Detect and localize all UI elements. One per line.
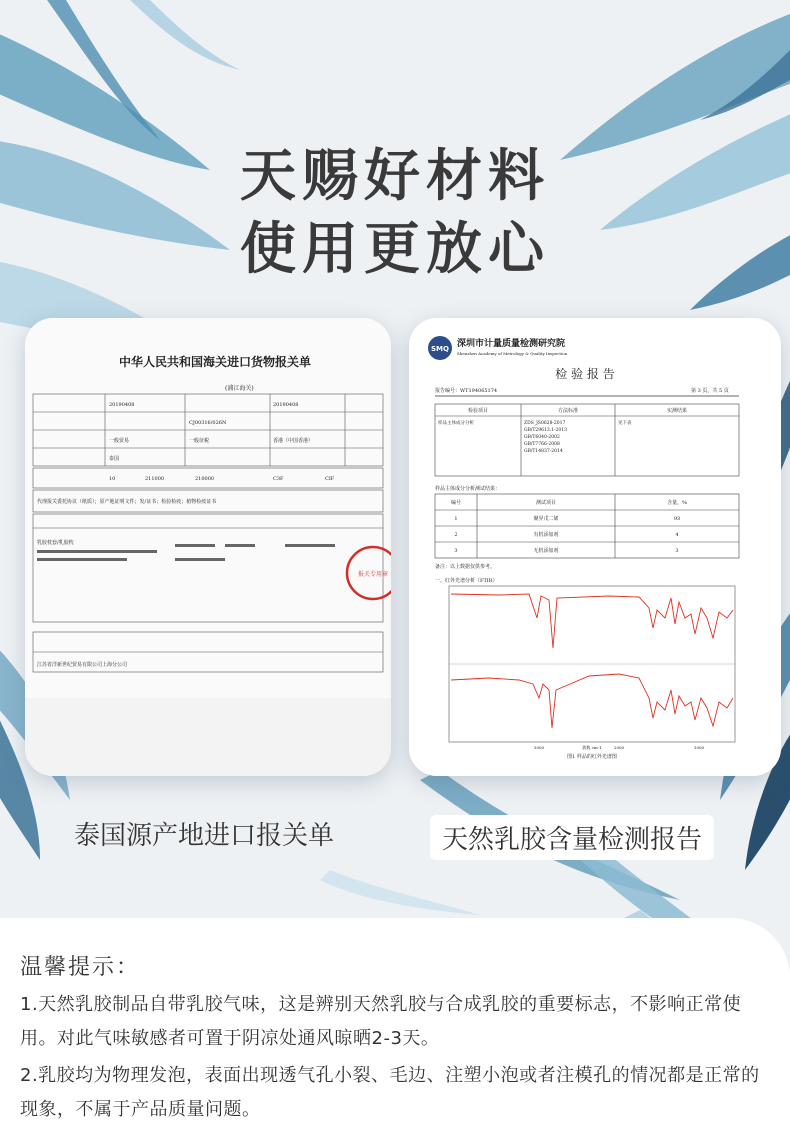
svg-text:备注：以上数据仅供参考。: 备注：以上数据仅供参考。 [435, 564, 496, 570]
svg-text:有机添加剂: 有机添加剂 [533, 532, 559, 538]
svg-text:1: 1 [454, 516, 458, 522]
svg-text:ZDS_JS0628-2017: ZDS_JS0628-2017 [524, 421, 566, 426]
svg-text:CIF: CIF [325, 476, 335, 482]
svg-text:93: 93 [673, 516, 681, 522]
svg-text:GB/T14837-2014: GB/T14837-2014 [524, 449, 563, 454]
svg-text:检验项目: 检验项目 [467, 408, 489, 414]
svg-text:10: 10 [109, 476, 116, 482]
svg-text:实测结果: 实测结果 [666, 408, 688, 414]
svg-text:样品主体成分分析测试结果：: 样品主体成分分析测试结果： [435, 486, 501, 492]
svg-text:20190408: 20190408 [109, 402, 135, 408]
svg-text:4: 4 [675, 532, 679, 538]
svg-text:代理报关委托协议（纸质）；原产地证明文件；发/证书；检验检疫: 代理报关委托协议（纸质）；原产地证明文件；发/证书；检验检疫；植物检疫证书 [37, 499, 217, 505]
tip-item-1: 1.天然乳胶制品自带乳胶气味，这是辨别天然乳胶与合成乳胶的重要标志，不影响正常使用。对此气味敏感者可置于阴凉处通风晾晒2-3天。 [20, 994, 742, 1049]
ftir-spectrum-chart [449, 586, 735, 750]
svg-text:2: 2 [454, 532, 458, 538]
lab-org-name-en: Shenzhen Academy of Metrology & Quality Inspection [457, 351, 568, 356]
svg-text:报关专用章: 报关专用章 [357, 571, 389, 578]
svg-text:一般征税: 一般征税 [189, 438, 210, 444]
test-report-image [409, 318, 781, 776]
svg-text:无机添加剂: 无机添加剂 [533, 548, 559, 554]
svg-text:一般贸易: 一般贸易 [109, 438, 130, 444]
svg-text:GB/T7766-2008: GB/T7766-2008 [524, 442, 560, 447]
svg-text:波数 cm-1: 波数 cm-1 [582, 745, 602, 750]
caption-report: 天然乳胶含量检测报告 [430, 815, 714, 860]
svg-text:编号: 编号 [450, 500, 462, 506]
svg-text:含量，%: 含量，% [667, 500, 687, 506]
svg-text:C3F: C3F [273, 476, 284, 482]
figure-caption: 图1 样品的红外光谱图 [567, 754, 617, 760]
customs-doc-office: (浦江海关) [225, 385, 254, 392]
svg-text:2000: 2000 [613, 745, 625, 750]
svg-text:方法标准: 方法标准 [557, 408, 579, 414]
lab-org-name: 深圳市计量质量检测研究院 [457, 339, 566, 349]
test-report-card [409, 318, 781, 776]
svg-text:第 3 页，共 5 页: 第 3 页，共 5 页 [691, 388, 729, 394]
headline-line-1: 天赐好材料 [240, 144, 550, 209]
smq-logo-icon [428, 336, 452, 360]
svg-text:样品主体成分分析: 样品主体成分分析 [438, 421, 474, 426]
svg-text:江苏省洋新世纪贸易有限公司上海分公司: 江苏省洋新世纪贸易有限公司上海分公司 [37, 662, 128, 668]
svg-text:测试项目: 测试项目 [535, 500, 557, 506]
customs-doc-title: 中华人民共和国海关进口货物报关单 [118, 355, 312, 369]
customs-declaration-image [25, 318, 391, 776]
svg-text:3: 3 [454, 548, 458, 554]
tip-item-2: 2.乳胶均为物理发泡，表面出现透气孔小裂、毛边、注塑小泡或者注模孔的情况都是正常的现象，不属于产品质量问题。 [20, 1065, 760, 1120]
tips-title: 温馨提示： [20, 955, 141, 980]
svg-text:210000: 210000 [195, 476, 215, 482]
svg-text:香港（中国香港）: 香港（中国香港） [273, 438, 314, 444]
svg-text:见下表: 见下表 [618, 421, 632, 426]
svg-text:CJ00316/026N: CJ00316/026N [189, 420, 227, 426]
svg-text:报告编号：WT194065174: 报告编号：WT194065174 [435, 388, 498, 394]
caption-customs: 泰国源产地进口报关单 [74, 821, 335, 851]
svg-text:211000: 211000 [145, 476, 165, 482]
svg-text:3: 3 [675, 548, 679, 554]
svg-text:一、红外光谱分析（FTIR）: 一、红外光谱分析（FTIR） [435, 578, 498, 584]
svg-text:GB/T6040-2002: GB/T6040-2002 [524, 435, 560, 440]
report-title: 检 验 报 告 [555, 367, 615, 381]
headline-line-2: 使用更放心 [240, 217, 550, 282]
svg-text:GB/T29613.1-2013: GB/T29613.1-2013 [524, 428, 568, 433]
svg-text:泰国: 泰国 [109, 456, 120, 462]
svg-text:聚异戊二烯: 聚异戊二烯 [533, 516, 559, 522]
customs-declaration-card [25, 318, 391, 776]
svg-text:1000: 1000 [693, 745, 705, 750]
svg-text:20190408: 20190408 [273, 402, 299, 408]
svg-text:乳胶枕套/乳胶枕: 乳胶枕套/乳胶枕 [37, 540, 74, 546]
svg-text:SMQ: SMQ [431, 345, 449, 353]
svg-text:3000: 3000 [533, 745, 545, 750]
